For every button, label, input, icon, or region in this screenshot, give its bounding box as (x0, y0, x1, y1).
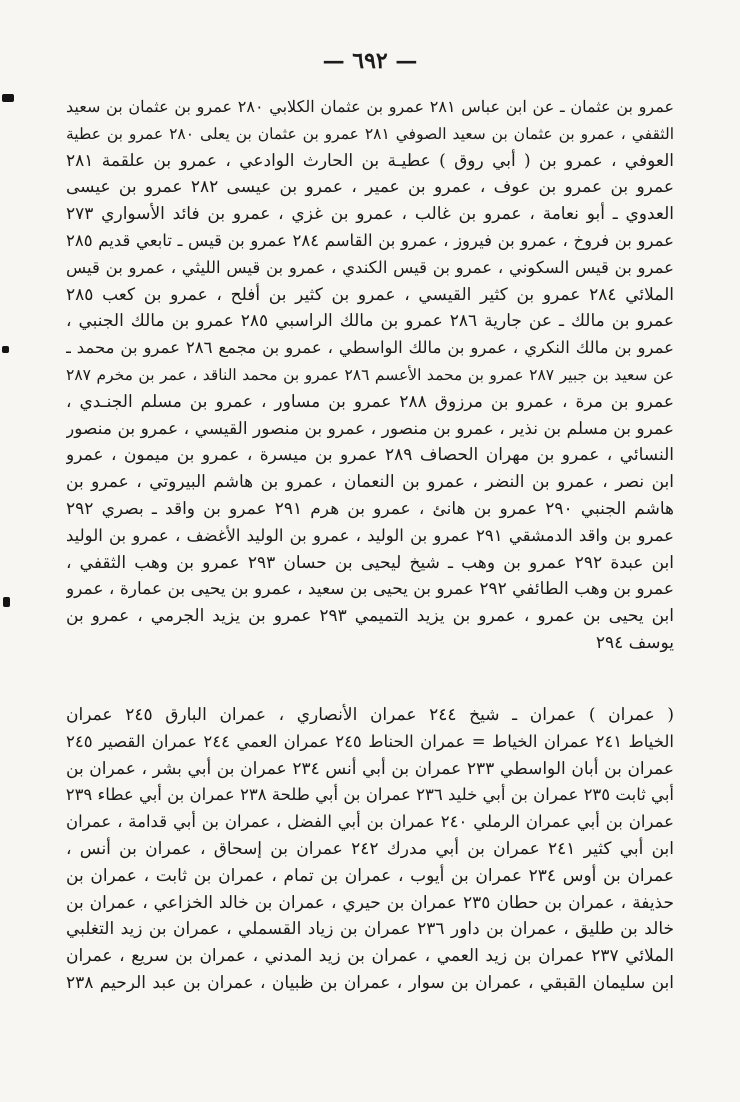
page-number: — ٦٩٢ — (322, 48, 418, 74)
text-line: ابن يحيى بن عمرو ، عمرو بن يزيد التميمي ٢٩٣ عمرو بن يزيد الجرمي ، عمرو بن (66, 606, 674, 627)
text-line: حذيفة ، عمران بن حطان ٢٣٥ عمران بن حيري ، عمران بن خالد الخزاعي ، عمران بن (66, 892, 674, 913)
text-line: الثقفي ، عمرو بن عثمان بن سعيد الصوفي ٢٨١ عمرو بن عثمان بن يعلى ٢٨٠ عمرو بن عطية (66, 124, 674, 143)
text-line: عمرو بن وهب الطائفي ٢٩٢ عمرو بن يحيى بن سعيد ، عمرو بن يحيى بن عمارة ، عمرو (66, 579, 674, 600)
margin-mark-top (2, 94, 14, 102)
text-line: عمرو بن فروخ ، عمرو بن فيروز ، عمرو بن القاسم ٢٨٤ عمرو بن قيس ـ تابعي قديم ٢٨٥ (66, 230, 674, 250)
text-line: أبي ثابت ٢٣٥ عمران بن أبي خليد ٢٣٦ عمران بن أبي طلحة ٢٣٨ عمران بن أبي عطاء ٢٣٩ (66, 785, 674, 805)
text-line: عمرو بن عمرو بن عوف ، عمرو بن عمير ، عمرو بن عيسى ٢٨٢ عمرو بن عيسى (66, 177, 674, 198)
margin-mark-lower (3, 597, 10, 607)
index-block-amr (66, 94, 674, 657)
text-line: عمرو بن عثمان ـ عن ابن عباس ٢٨١ عمرو بن عثمان الكلابي ٢٨٠ عمرو بن عثمان بن سعيد (66, 97, 674, 116)
text-line: عمران بن أوس ٢٣٤ عمران بن أيوب ، عمران بن تمام ، عمران بن ثابت ، عمران بن (66, 865, 674, 886)
text-line: ابن نصر ، عمرو بن النضر ، عمرو بن النعمان ، عمرو بن هاشم البيروتي ، عمرو بن (66, 472, 674, 493)
text-line: ابن سليمان القبقي ، عمران بن سوار ، عمران بن ظبيان ، عمران بن عبد الرحيم ٢٣٨ (66, 972, 674, 993)
text-line: عمرو بن مالك النكري ، عمرو بن مالك الواسطي ، عمرو بن مجمع ٢٨٦ عمرو بن محمد ـ (66, 338, 674, 358)
text-line: الملائي ٢٨٤ عمرو بن كثير القيسي ، عمرو بن كثير بن أفلح ، عمرو بن كعب ٢٨٥ (66, 284, 674, 305)
text-line: ( عمران ) عمران ـ شيخ ٢٤٤ عمران الأنصاري ، عمران البارق ٢٤٥ عمران (66, 705, 674, 725)
text-line: الملائي ٢٣٧ عمران بن زيد العمي ، عمران بن زيد المدني ، عمران بن سريع ، عمران (66, 946, 674, 967)
text-line: العوفي ، عمرو بن ( أبي روق ) عطيـة بن الحارث الوادعي ، عمرو بن علقمة ٢٨١ (66, 150, 674, 171)
text-line: النسائي ، عمرو بن مهران الحصاف ٢٨٩ عمرو بن ميسرة ، عمرو بن ميمون ، عمرو (66, 445, 674, 466)
text-line: هاشم الجنبي ٢٩٠ عمرو بن هانئ ، عمرو بن هرم ٢٩١ عمرو بن واقد ـ بصري ٢٩٢ (66, 498, 674, 519)
text-line: عمران بن أبي عمران الرملي ٢٤٠ عمران بن أبي الفضل ، عمران بن أبي قدامة ، عمران (66, 812, 674, 832)
margin-mark-middle (2, 346, 9, 353)
text-line: العدوي ـ أبو نعامة ، عمرو بن غالب ، عمرو بن غزي ، عمرو بن فائد الأسواري ٢٧٣ (66, 204, 674, 225)
text-line: خالد بن طليق ، عمران بن داور ٢٣٦ عمران بن زياد القسملي ، عمران بن زيد التغلبي (66, 919, 674, 940)
text-line: عمرو بن مالك ـ عن جارية ٢٨٦ عمرو بن مالك الراسبي ٢٨٥ عمرو بن مالك الجنبي ، (66, 311, 674, 332)
text-line: عمرو بن قيس السكوني ، عمرو بن قيس الكندي ، عمرو بن قيس الليثي ، عمرو بن قيس (66, 257, 674, 277)
index-block-imran (66, 702, 674, 997)
text-line: عمران بن أبان الواسطي ٢٣٣ عمران بن أبي أنس ٢٣٤ عمران بن أبي بشر ، عمران بن (66, 758, 674, 779)
text-line: عمرو بن مسلم بن نذير ، عمرو بن منصور ، عمرو بن منصور القيسي ، عمرو بن منصور (66, 418, 674, 439)
text-line: ابن أبي كثير ٢٤١ عمران بن أبي مدرك ٢٤٢ عمران بن إسحاق ، عمران بن أنس ، (66, 838, 674, 859)
text-line: الخياط ٢٤١ عمران الخياط = عمران الحناط ٢٤٥ عمران العمي ٢٤٤ عمران القصير ٢٤٥ (66, 731, 674, 751)
text-line: ابن عبدة ٢٩٢ عمرو بن وهب ـ شيخ ليحيى بن حسان ٢٩٣ عمرو بن وهب الثقفي ، (66, 552, 674, 573)
text-line: عن سعيد بن جبير ٢٨٧ عمرو بن محمد الأعسم ٢٨٦ عمرو بن محمد الناقد ، عمر بن مخرم ٢٨٧ (66, 365, 674, 384)
text-line: عمرو بن مرة ، عمرو بن مرزوق ٢٨٨ عمرو بن مساور ، عمرو بن مسلم الجنـدي ، (66, 391, 674, 412)
text-line: يوسف ٢٩٤ (595, 632, 674, 653)
text-line: عمرو بن واقد الدمشقي ٢٩١ عمرو بن الوليد ، عمرو بن الوليد الأغضف ، عمرو بن الوليد (66, 525, 674, 545)
